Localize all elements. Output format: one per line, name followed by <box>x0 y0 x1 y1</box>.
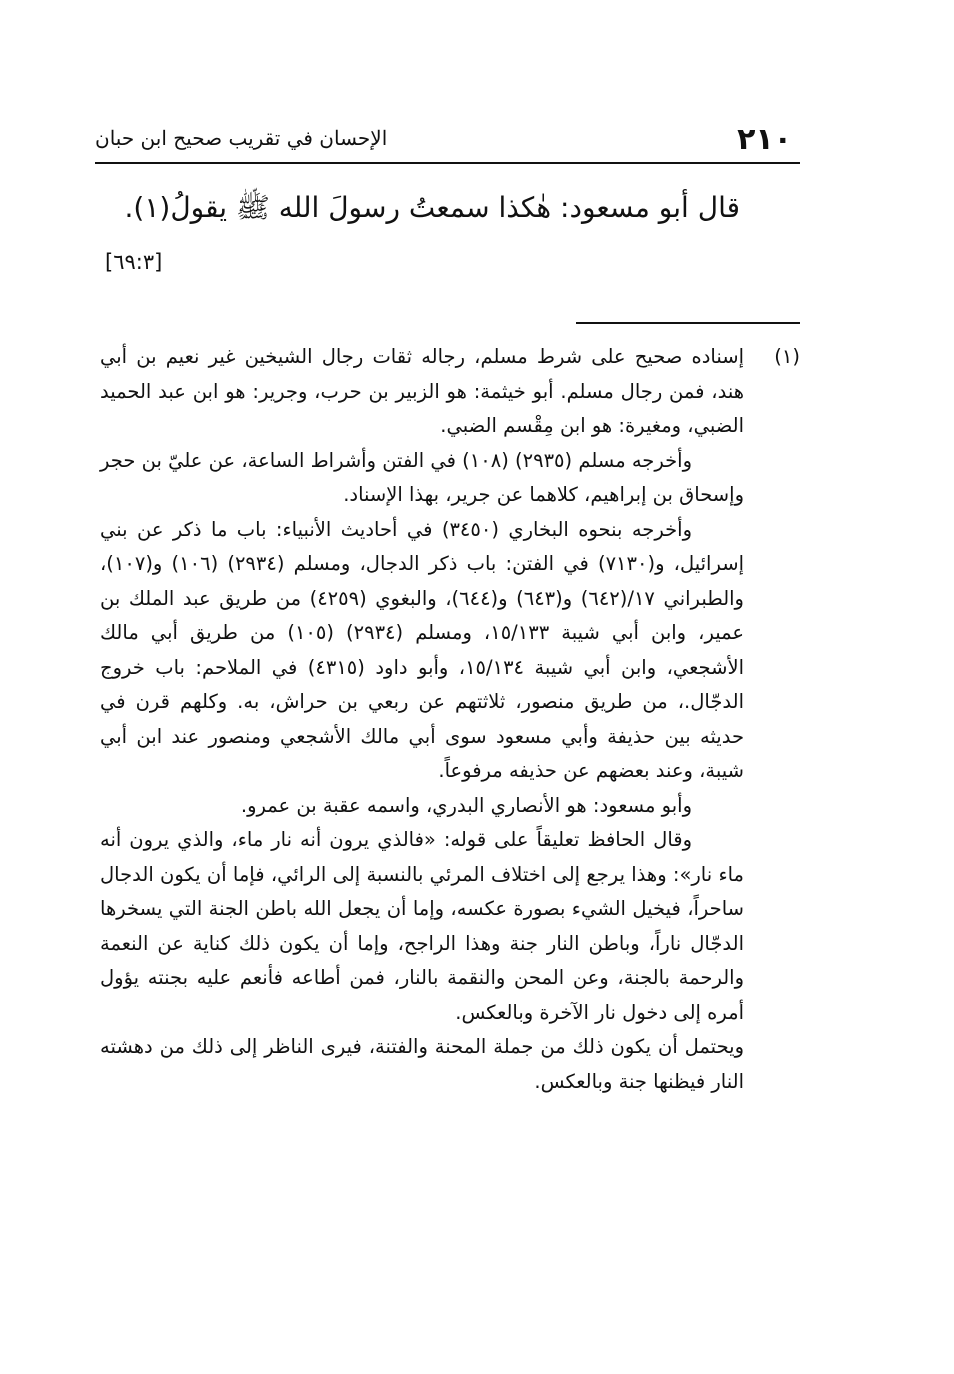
book-title: الإحسان في تقريب صحيح ابن حبان <box>95 126 388 150</box>
footnote-text <box>100 340 744 1099</box>
footnote-paragraph-isnad: إسناده صحيح على شرط مسلم، رجاله ثقات رجال الشيخين غير نعيم بن أبي هند، فمن رجال مسلم. أبو خيثمة: هو الزبير بن حرب، وجرير: هو ابن عبد الحميد الضبي، ومغيرة: هو ابن مِقْسم الضبي. <box>100 345 744 437</box>
reference-citation: [٦٩:٣] <box>105 250 163 274</box>
footnote-paragraph-abu-masud: وأبو مسعود: هو الأنصاري البدري، واسمه عقبة بن عمرو. <box>240 793 692 817</box>
footnote-paragraph-bukhari: وأخرجه بنحوه البخاري (٣٤٥٠) في أحاديث الأنبياء: باب ما ذكر عن بني إسرائيل، و(٧١٣٠) في الفتن: باب ذكر الدجال، ومسلم (٢٩٣٤) (١٠٦) و(١٠٧)، والطبراني ١٧/(٦٤٢) و(٦٤٣) و(٦٤٤)، والبغوي (٤٢٥٩) من طريق عبد الملك بن عمير، وابن أبي شيبة ١٥/١٣٣، ومسلم (٢٩٣٤) (١٠٥) من طريق أبي مالك الأشجعي، وابن أبي شيبة ١٥/١٣٤، وأبو داود (٤٣١٥) في الملاحم: باب خروج الدجّال.، من طريق منصور، ثلاثتهم عن ربعي بن حراش، به. وكلهم قرن في حديثه بين حذيفة وأبي مسعود سوى أبي مالك الأشجعي ومنصور عند ابن أبي شيبة، وعند بعضهم عن حذيفه مرفوعاً. <box>100 517 744 782</box>
footnote-paragraph-muslim: وأخرجه مسلم (٢٩٣٥) (١٠٨) في الفتن وأشراط الساعة، عن عليّ بن حجر وإسحاق بن إبراهيم، كلاهما عن جرير، بهذا الإسناد. <box>100 448 744 506</box>
footnote-marker: (١) <box>774 345 800 368</box>
footnote-paragraph-hafiz: وقال الحافظ تعليقاً على قوله: «فالذي يرون أنه نار ماء، والذي يرون أنه ماء نار»: وهذا يرجع إلى اختلاف المرئي بالنسبة إلى الرائي، فإما أن يكون الدجال ساحراً، فيخيل الشيء بصورة عكسه، وإما أن يجعل الله باطن الجنة التي يسخرها الدجّال ناراً، وباطن النار جنة وهذا الراجح، وإما أن يكون ذلك كناية عن النعمة والرحمة بالجنة، وعن المحن والنقمة بالنار، فمن أطاعه فأنعم عليه بجنته يؤول أمره إلى دخول نار الآخرة وبالعكس. <box>100 828 744 1024</box>
footnote-divider <box>576 322 800 324</box>
footnote-1 <box>100 340 800 1099</box>
running-header <box>95 118 800 162</box>
header-divider <box>95 162 800 164</box>
footnotes-section <box>100 340 800 1099</box>
footnote-paragraph-ihtimal: ويحتمل أن يكون ذلك من جملة المحنة والفتنة، فيرى الناظر إلى ذلك من دهشته النار فيظنها جنة وبالعكس. <box>100 1035 744 1093</box>
page-number: ٢١٠ <box>737 122 792 157</box>
main-text: قال أبو مسعود: هٰكذا سمعتُ رسولَ الله ﷺ يقولُ(١). <box>124 191 740 224</box>
